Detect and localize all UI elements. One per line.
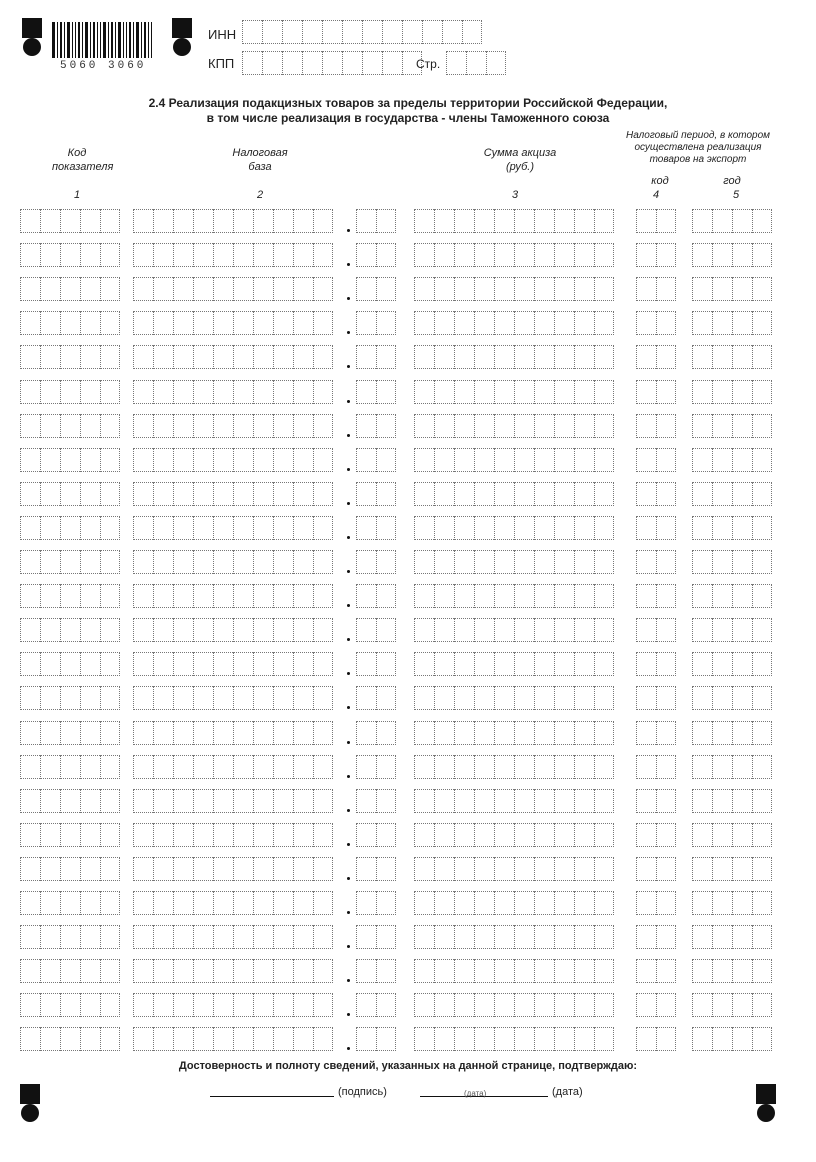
kpp-field[interactable] [242, 51, 422, 75]
tax-base-fraction-cells[interactable] [356, 277, 396, 301]
tax-base-fraction-cells[interactable] [356, 959, 396, 983]
decimal-separator [347, 297, 350, 300]
period-year-cells[interactable] [692, 891, 772, 915]
tax-base-cells[interactable] [133, 243, 333, 267]
kpp-label: КПП [208, 56, 235, 71]
corner-marker-dot [23, 38, 41, 56]
date-label: (дата) [552, 1086, 583, 1098]
code-cells[interactable] [20, 823, 120, 847]
period-code-cells[interactable] [636, 311, 676, 335]
section-title-line2: в том числе реализация в государства - члены Таможенного союза [206, 111, 610, 125]
excise-amount-cells[interactable] [414, 857, 614, 881]
code-cells[interactable] [20, 721, 120, 745]
excise-amount-cells[interactable] [414, 789, 614, 813]
date-hint: (дата) [464, 1089, 487, 1098]
period-year-cells[interactable] [692, 550, 772, 574]
decimal-separator [347, 979, 350, 982]
tax-base-cells[interactable] [133, 482, 333, 506]
barcode-digits: 5060 3060 [60, 60, 147, 72]
decimal-separator [347, 843, 350, 846]
decimal-separator [347, 263, 350, 266]
inn-field[interactable] [242, 20, 482, 44]
period-year-cells[interactable] [692, 686, 772, 710]
page-label: Стр. [416, 57, 441, 71]
period-code-cells[interactable] [636, 516, 676, 540]
tax-base-cells[interactable] [133, 311, 333, 335]
corner-marker-square [756, 1084, 776, 1104]
page-field[interactable] [446, 51, 506, 75]
tax-base-fraction-cells[interactable] [356, 789, 396, 813]
period-code-cells[interactable] [636, 789, 676, 813]
decimal-separator [347, 604, 350, 607]
code-cells[interactable] [20, 277, 120, 301]
period-year-cells[interactable] [692, 755, 772, 779]
period-year-cells[interactable] [692, 584, 772, 608]
tax-base-fraction-cells[interactable] [356, 345, 396, 369]
period-year-cells[interactable] [692, 652, 772, 676]
code-cells[interactable] [20, 993, 120, 1017]
tax-base-cells[interactable] [133, 959, 333, 983]
tax-base-fraction-cells[interactable] [356, 516, 396, 540]
period-year-cells[interactable] [692, 789, 772, 813]
excise-amount-cells[interactable] [414, 345, 614, 369]
excise-amount-cells[interactable] [414, 243, 614, 267]
excise-amount-cells[interactable] [414, 311, 614, 335]
period-code-cells[interactable] [636, 891, 676, 915]
code-cells[interactable] [20, 652, 120, 676]
period-code-cells[interactable] [636, 721, 676, 745]
period-year-cells[interactable] [692, 823, 772, 847]
period-code-cells[interactable] [636, 345, 676, 369]
decimal-separator [347, 1047, 350, 1050]
excise-amount-cells[interactable] [414, 584, 614, 608]
tax-base-fraction-cells[interactable] [356, 209, 396, 233]
period-code-cells[interactable] [636, 823, 676, 847]
decimal-separator [347, 434, 350, 437]
column-number-3: 3 [511, 189, 519, 201]
code-cells[interactable] [20, 516, 120, 540]
tax-base-cells[interactable] [133, 345, 333, 369]
excise-amount-cells[interactable] [414, 277, 614, 301]
excise-amount-cells[interactable] [414, 755, 614, 779]
excise-amount-cells[interactable] [414, 721, 614, 745]
tax-base-cells[interactable] [133, 652, 333, 676]
excise-amount-cells[interactable] [414, 925, 614, 949]
tax-base-fraction-cells[interactable] [356, 993, 396, 1017]
period-year-cells[interactable] [692, 243, 772, 267]
decimal-separator [347, 911, 350, 914]
corner-marker-square [20, 1084, 40, 1104]
decimal-separator [347, 638, 350, 641]
decimal-separator [347, 400, 350, 403]
decimal-separator [347, 741, 350, 744]
tax-base-cells[interactable] [133, 721, 333, 745]
header-code: Код показателя [52, 147, 114, 173]
tax-base-fraction-cells[interactable] [356, 721, 396, 745]
code-cells[interactable] [20, 789, 120, 813]
tax-base-cells[interactable] [133, 755, 333, 779]
excise-amount-cells[interactable] [414, 448, 614, 472]
code-cells[interactable] [20, 550, 120, 574]
decimal-separator [347, 1013, 350, 1016]
code-cells[interactable] [20, 1027, 120, 1051]
signature-line[interactable] [210, 1096, 334, 1097]
tax-base-fraction-cells[interactable] [356, 755, 396, 779]
code-cells[interactable] [20, 857, 120, 881]
code-cells[interactable] [20, 686, 120, 710]
period-year-cells[interactable] [692, 618, 772, 642]
tax-base-cells[interactable] [133, 1027, 333, 1051]
code-cells[interactable] [20, 448, 120, 472]
period-code-cells[interactable] [636, 277, 676, 301]
period-code-cells[interactable] [636, 448, 676, 472]
excise-amount-cells[interactable] [414, 959, 614, 983]
period-year-cells[interactable] [692, 482, 772, 506]
excise-amount-cells[interactable] [414, 1027, 614, 1051]
tax-base-cells[interactable] [133, 823, 333, 847]
tax-base-cells[interactable] [133, 516, 333, 540]
tax-base-cells[interactable] [133, 891, 333, 915]
excise-amount-cells[interactable] [414, 516, 614, 540]
decimal-separator [347, 468, 350, 471]
period-year-cells[interactable] [692, 857, 772, 881]
period-year-cells[interactable] [692, 516, 772, 540]
period-code-cells[interactable] [636, 584, 676, 608]
excise-amount-cells[interactable] [414, 823, 614, 847]
tax-base-cells[interactable] [133, 277, 333, 301]
decimal-separator [347, 331, 350, 334]
column-number-5: 5 [732, 189, 740, 201]
code-cells[interactable] [20, 584, 120, 608]
period-year-cells[interactable] [692, 277, 772, 301]
code-cells[interactable] [20, 414, 120, 438]
tax-base-cells[interactable] [133, 414, 333, 438]
column-number-1: 1 [73, 189, 81, 201]
period-code-cells[interactable] [636, 243, 676, 267]
decimal-separator [347, 229, 350, 232]
tax-base-fraction-cells[interactable] [356, 584, 396, 608]
excise-amount-cells[interactable] [414, 993, 614, 1017]
period-code-cells[interactable] [636, 414, 676, 438]
excise-amount-cells[interactable] [414, 209, 614, 233]
decimal-separator [347, 502, 350, 505]
header-period-code: код [651, 175, 669, 187]
period-code-cells[interactable] [636, 993, 676, 1017]
inn-label: ИНН [208, 27, 237, 42]
decimal-separator [347, 809, 350, 812]
excise-amount-cells[interactable] [414, 550, 614, 574]
tax-base-cells[interactable] [133, 380, 333, 404]
tax-base-fraction-cells[interactable] [356, 1027, 396, 1051]
period-code-cells[interactable] [636, 618, 676, 642]
tax-base-fraction-cells[interactable] [356, 243, 396, 267]
tax-base-cells[interactable] [133, 925, 333, 949]
header-period-group: Налоговый период, в котором осуществлена реализация товаров на экспорт [625, 130, 771, 165]
excise-amount-cells[interactable] [414, 618, 614, 642]
period-year-cells[interactable] [692, 959, 772, 983]
header-tax-base: Налоговая база [232, 147, 288, 173]
corner-marker-square [172, 18, 192, 38]
tax-base-fraction-cells[interactable] [356, 380, 396, 404]
excise-amount-cells[interactable] [414, 652, 614, 676]
code-cells[interactable] [20, 925, 120, 949]
decimal-separator [347, 877, 350, 880]
decimal-separator [347, 672, 350, 675]
period-code-cells[interactable] [636, 550, 676, 574]
period-year-cells[interactable] [692, 311, 772, 335]
decimal-separator [347, 706, 350, 709]
tax-base-fraction-cells[interactable] [356, 311, 396, 335]
tax-base-fraction-cells[interactable] [356, 448, 396, 472]
code-cells[interactable] [20, 243, 120, 267]
tax-base-fraction-cells[interactable] [356, 482, 396, 506]
excise-amount-cells[interactable] [414, 414, 614, 438]
period-code-cells[interactable] [636, 925, 676, 949]
period-year-cells[interactable] [692, 414, 772, 438]
code-cells[interactable] [20, 891, 120, 915]
decimal-separator [347, 775, 350, 778]
period-year-cells[interactable] [692, 925, 772, 949]
period-code-cells[interactable] [636, 755, 676, 779]
tax-base-cells[interactable] [133, 550, 333, 574]
column-number-2: 2 [256, 189, 264, 201]
header-excise-amount: Сумма акциза (руб.) [483, 147, 557, 173]
tax-base-cells[interactable] [133, 686, 333, 710]
decimal-separator [347, 365, 350, 368]
code-cells[interactable] [20, 380, 120, 404]
period-code-cells[interactable] [636, 959, 676, 983]
tax-base-fraction-cells[interactable] [356, 686, 396, 710]
code-cells[interactable] [20, 618, 120, 642]
decimal-separator [347, 536, 350, 539]
code-cells[interactable] [20, 959, 120, 983]
tax-base-fraction-cells[interactable] [356, 857, 396, 881]
period-year-cells[interactable] [692, 209, 772, 233]
period-year-cells[interactable] [692, 345, 772, 369]
decimal-separator [347, 945, 350, 948]
period-year-cells[interactable] [692, 448, 772, 472]
excise-amount-cells[interactable] [414, 380, 614, 404]
period-year-cells[interactable] [692, 721, 772, 745]
tax-base-cells[interactable] [133, 993, 333, 1017]
tax-base-cells[interactable] [133, 448, 333, 472]
period-year-cells[interactable] [692, 993, 772, 1017]
corner-marker-square [22, 18, 42, 38]
tax-base-fraction-cells[interactable] [356, 618, 396, 642]
signature-label: (подпись) [338, 1086, 387, 1098]
section-title-line1: 2.4 Реализация подакцизных товаров за пределы территории Российской Федерации, [148, 96, 668, 110]
code-cells[interactable] [20, 755, 120, 779]
period-code-cells[interactable] [636, 857, 676, 881]
period-code-cells[interactable] [636, 209, 676, 233]
tax-base-cells[interactable] [133, 209, 333, 233]
period-code-cells[interactable] [636, 652, 676, 676]
excise-amount-cells[interactable] [414, 482, 614, 506]
header-period-year: год [723, 175, 741, 187]
decimal-separator [347, 570, 350, 573]
code-cells[interactable] [20, 345, 120, 369]
period-code-cells[interactable] [636, 482, 676, 506]
barcode [52, 18, 164, 58]
tax-base-fraction-cells[interactable] [356, 891, 396, 915]
code-cells[interactable] [20, 311, 120, 335]
tax-base-cells[interactable] [133, 857, 333, 881]
excise-amount-cells[interactable] [414, 686, 614, 710]
corner-marker-dot [21, 1104, 39, 1122]
tax-base-cells[interactable] [133, 584, 333, 608]
period-code-cells[interactable] [636, 686, 676, 710]
period-code-cells[interactable] [636, 380, 676, 404]
corner-marker-dot [173, 38, 191, 56]
period-year-cells[interactable] [692, 1027, 772, 1051]
tax-base-cells[interactable] [133, 618, 333, 642]
tax-base-fraction-cells[interactable] [356, 925, 396, 949]
column-number-4: 4 [652, 189, 660, 201]
tax-base-fraction-cells[interactable] [356, 652, 396, 676]
corner-marker-dot [757, 1104, 775, 1122]
tax-base-fraction-cells[interactable] [356, 550, 396, 574]
period-code-cells[interactable] [636, 1027, 676, 1051]
code-cells[interactable] [20, 209, 120, 233]
excise-amount-cells[interactable] [414, 891, 614, 915]
tax-base-fraction-cells[interactable] [356, 414, 396, 438]
confirmation-text: Достоверность и полноту сведений, указанных на данной странице, подтверждаю: [178, 1060, 638, 1072]
tax-base-fraction-cells[interactable] [356, 823, 396, 847]
code-cells[interactable] [20, 482, 120, 506]
tax-base-cells[interactable] [133, 789, 333, 813]
period-year-cells[interactable] [692, 380, 772, 404]
